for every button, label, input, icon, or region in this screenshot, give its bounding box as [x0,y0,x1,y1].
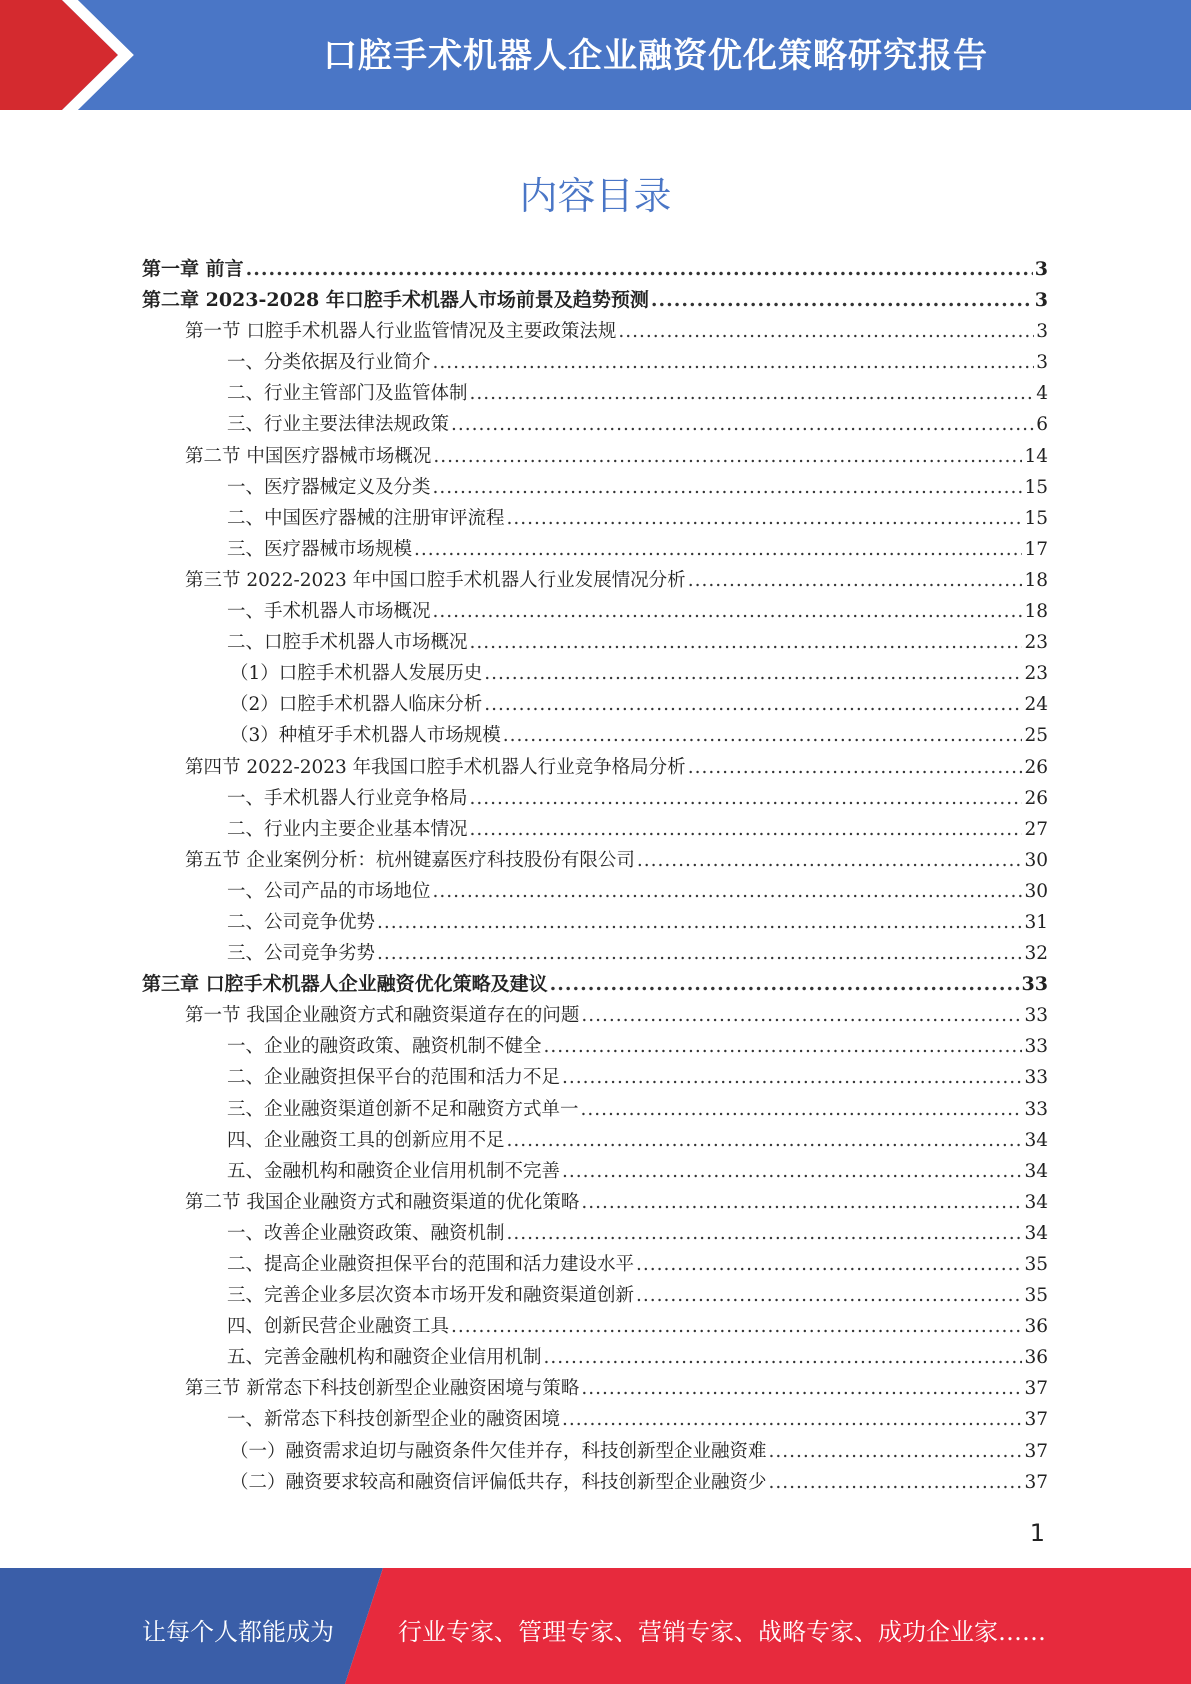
toc-entry-page: 33 [1024,1005,1048,1027]
toc-entry-title: 一、企业的融资政策、融资机制不健全 [227,1036,542,1058]
toc-dot-leader [562,1404,1022,1435]
toc-dot-leader [433,472,1023,503]
toc-entry-title: 二、提高企业融资担保平台的范围和活力建设水平 [227,1254,635,1275]
toc-entry-title: 二、公司竞争优势 [227,911,376,933]
toc-entry[interactable] [142,814,1048,845]
toc-entry[interactable] [142,1094,1048,1125]
toc-dot-leader [433,441,1022,472]
toc-entry-title: 四、创新民营企业融资工具 [227,1316,450,1338]
toc-entry[interactable] [142,409,1048,440]
toc-dot-leader [484,689,1022,720]
toc-entry[interactable] [142,720,1048,751]
toc-entry-page: 23 [1024,632,1048,654]
toc-entry-title: 第四节 2022-2023 年我国口腔手术机器人行业竞争格局分析 [185,756,686,778]
toc-entry[interactable] [142,1031,1048,1062]
toc-dot-leader [769,1436,1023,1467]
toc-dot-leader [433,347,1035,378]
toc-dot-leader [246,254,1033,285]
toc-dot-leader [377,907,1022,938]
toc-entry-title: 第二节 中国医疗器械市场概况 [185,445,432,467]
toc-entry-title: 第一章 前言 [142,258,244,280]
toc-entry[interactable] [142,347,1048,378]
toc-entry-title: （二）融资要求较高和融资信评偏低共存，科技创新型企业融资少 [230,1471,767,1493]
toc-entry-page: 18 [1024,601,1048,623]
toc-dot-leader [544,1031,1023,1062]
toc-entry[interactable] [142,783,1048,814]
toc-entry[interactable] [142,689,1048,720]
red-chevron-decoration [0,0,150,110]
toc-entry-page: 3 [1034,258,1048,280]
toc-entry-page: 33 [1021,973,1048,996]
toc-entry[interactable] [142,938,1048,969]
toc-entry-page: 15 [1024,507,1048,529]
toc-entry-page: 36 [1024,1347,1048,1369]
toc-entry-title: 三、企业融资渠道创新不足和融资方式单一 [227,1098,579,1120]
toc-entry[interactable] [142,1249,1048,1280]
toc-entry[interactable] [142,316,1048,347]
toc-entry-page: 31 [1024,911,1048,933]
toc-entry-title: 第一节 我国企业融资方式和融资渠道存在的问题 [185,1005,580,1027]
toc-dot-leader [484,658,1022,689]
toc-entry[interactable] [142,1062,1048,1093]
toc-dot-leader [550,969,1020,1000]
toc-entry-title: （2）口腔手术机器人临床分析 [230,694,483,716]
toc-entry-title: 第三节 新常态下科技创新型企业融资困境与策略 [185,1378,580,1400]
toc-entry-title: 五、完善金融机构和融资企业信用机制 [227,1347,542,1369]
toc-entry-title: 二、行业主管部门及监管体制 [227,383,468,405]
toc-entry-title: 三、公司竞争劣势 [227,943,376,965]
toc-entry[interactable] [142,1187,1048,1218]
toc-entry-title: 一、手术机器人行业竞争格局 [227,787,468,809]
toc-entry-page: 37 [1024,1440,1048,1462]
toc-entry-title: 二、口腔手术机器人市场概况 [227,632,468,654]
toc-entry-title: 一、分类依据及行业简介 [227,352,431,374]
toc-entry-page: 33 [1024,1067,1048,1089]
toc-entry[interactable] [142,1156,1048,1187]
toc-dot-leader [544,1342,1023,1373]
footer-slogan-right: 行业专家、管理专家、营销专家、战略专家、成功企业家…… [398,1618,1046,1646]
toc-dot-leader [470,814,1023,845]
toc-entry-title: （1）口腔手术机器人发展历史 [230,663,483,685]
toc-entry-page: 26 [1024,787,1048,809]
toc-entry-page: 4 [1036,383,1048,405]
toc-entry-page: 3 [1036,352,1048,374]
toc-entry-title: （一）融资需求迫切与融资条件欠佳并存，科技创新型企业融资难 [230,1440,767,1462]
header-banner [0,0,1191,110]
toc-dot-leader [507,1218,1023,1249]
toc-entry-title: 第二章 2023-2028 年口腔手术机器人市场前景及趋势预测 [142,289,649,312]
toc-dot-leader [451,1311,1022,1342]
toc-dot-leader [433,876,1023,907]
page-number: 1 [1029,1519,1045,1547]
table-of-contents [142,254,1048,1498]
toc-entry-title: 三、行业主要法律法规政策 [227,414,450,436]
toc-dot-leader [581,1094,1023,1125]
toc-dot-leader [414,534,1022,565]
toc-dot-leader [637,845,1023,876]
toc-entry-page: 32 [1024,943,1048,965]
toc-entry-page: 37 [1024,1409,1048,1431]
toc-entry[interactable] [142,254,1048,285]
toc-entry[interactable] [142,1404,1048,1435]
toc-entry-page: 30 [1024,849,1048,871]
toc-entry-page: 35 [1024,1254,1048,1275]
toc-entry[interactable] [142,1000,1048,1031]
toc-entry-title: 三、完善企业多层次资本市场开发和融资渠道创新 [227,1285,635,1307]
toc-entry-page: 3 [1036,321,1048,343]
toc-entry-title: 第五节 企业案例分析：杭州键嘉医疗科技股份有限公司 [185,849,635,871]
toc-dot-leader [636,1249,1022,1280]
toc-entry-page: 34 [1024,1129,1048,1151]
toc-heading: 内容目录 [519,174,672,218]
toc-entry[interactable] [142,1436,1048,1467]
toc-entry-title: 二、中国医疗器械的注册审评流程 [227,507,505,529]
toc-dot-leader [562,1156,1022,1187]
toc-entry-page: 27 [1024,818,1048,840]
toc-dot-leader [470,378,1035,409]
toc-entry[interactable] [142,845,1048,876]
toc-entry-title: 第三节 2022-2023 年中国口腔手术机器人行业发展情况分析 [185,569,686,591]
toc-entry-title: 二、行业内主要企业基本情况 [227,818,468,840]
toc-entry-title: 第二节 我国企业融资方式和融资渠道的优化策略 [185,1191,580,1213]
toc-entry-page: 37 [1024,1378,1048,1400]
toc-entry-title: 一、医疗器械定义及分类 [227,476,431,498]
toc-dot-leader [433,596,1023,627]
toc-dot-leader [507,1125,1023,1156]
toc-entry[interactable] [142,565,1048,596]
toc-entry-title: 一、新常态下科技创新型企业的融资困境 [227,1409,561,1431]
toc-dot-leader [562,1062,1022,1093]
toc-entry[interactable] [142,969,1048,1000]
toc-dot-leader [470,783,1023,814]
toc-dot-leader [636,1280,1022,1311]
toc-entry[interactable] [142,1373,1048,1404]
toc-entry-page: 24 [1024,694,1048,716]
toc-entry[interactable] [142,1280,1048,1311]
toc-dot-leader [581,1373,1022,1404]
toc-dot-leader [688,752,1023,783]
toc-entry-title: 第一节 口腔手术机器人行业监管情况及主要政策法规 [185,321,617,343]
toc-entry[interactable] [142,441,1048,472]
toc-entry-title: 五、金融机构和融资企业信用机制不完善 [227,1160,561,1182]
toc-entry[interactable] [142,503,1048,534]
toc-dot-leader [470,627,1023,658]
toc-entry-title: （3）种植牙手术机器人市场规模 [230,725,501,747]
toc-entry[interactable] [142,1125,1048,1156]
toc-entry[interactable] [142,1342,1048,1373]
toc-entry-title: 四、企业融资工具的创新应用不足 [227,1129,505,1151]
toc-entry-page: 23 [1024,663,1048,685]
toc-dot-leader [769,1467,1023,1498]
toc-entry-page: 18 [1024,569,1048,591]
toc-entry-page: 34 [1024,1191,1048,1213]
toc-entry-title: 二、企业融资担保平台的范围和活力不足 [227,1067,561,1089]
toc-entry-title: 三、医疗器械市场规模 [227,538,413,560]
toc-entry[interactable] [142,1218,1048,1249]
toc-dot-leader [581,1000,1022,1031]
toc-entry-title: 一、公司产品的市场地位 [227,880,431,902]
toc-entry-page: 3 [1034,289,1048,312]
toc-dot-leader [688,565,1023,596]
toc-entry[interactable] [142,534,1048,565]
toc-entry-title: 第三章 口腔手术机器人企业融资优化策略及建议 [142,973,548,996]
toc-entry-page: 34 [1024,1160,1048,1182]
toc-entry-page: 25 [1024,725,1048,747]
toc-entry-page: 30 [1024,880,1048,902]
report-title: 口腔手术机器人企业融资优化策略研究报告 [323,36,988,76]
toc-dot-leader [377,938,1022,969]
toc-entry[interactable] [142,596,1048,627]
toc-dot-leader [581,1187,1022,1218]
toc-entry[interactable] [142,627,1048,658]
toc-entry[interactable] [142,1467,1048,1498]
toc-entry[interactable] [142,285,1048,316]
toc-entry-title: 一、改善企业融资政策、融资机制 [227,1222,505,1244]
toc-dot-leader [618,316,1034,347]
toc-entry-page: 14 [1024,445,1048,467]
toc-dot-leader [451,409,1034,440]
toc-entry[interactable] [142,472,1048,503]
footer-slogan-left: 让每个人都能成为 [142,1618,334,1646]
toc-entry-page: 33 [1024,1098,1048,1120]
toc-entry-page: 37 [1024,1471,1048,1493]
toc-entry[interactable] [142,1311,1048,1342]
toc-dot-leader [651,285,1033,316]
toc-entry[interactable] [142,876,1048,907]
toc-entry-page: 34 [1024,1222,1048,1244]
toc-entry-page: 26 [1024,756,1048,778]
toc-entry-title: 一、手术机器人市场概况 [227,601,431,623]
footer-banner [0,1568,1191,1684]
toc-entry-page: 17 [1024,538,1048,560]
toc-entry-page: 15 [1024,476,1048,498]
toc-entry[interactable] [142,907,1048,938]
toc-entry-page: 6 [1036,414,1048,436]
toc-entry-page: 36 [1024,1316,1048,1338]
toc-dot-leader [507,503,1023,534]
toc-entry-page: 33 [1024,1036,1048,1058]
toc-entry[interactable] [142,658,1048,689]
toc-dot-leader [503,720,1023,751]
toc-entry-page: 35 [1024,1285,1048,1307]
toc-entry[interactable] [142,378,1048,409]
toc-entry[interactable] [142,752,1048,783]
